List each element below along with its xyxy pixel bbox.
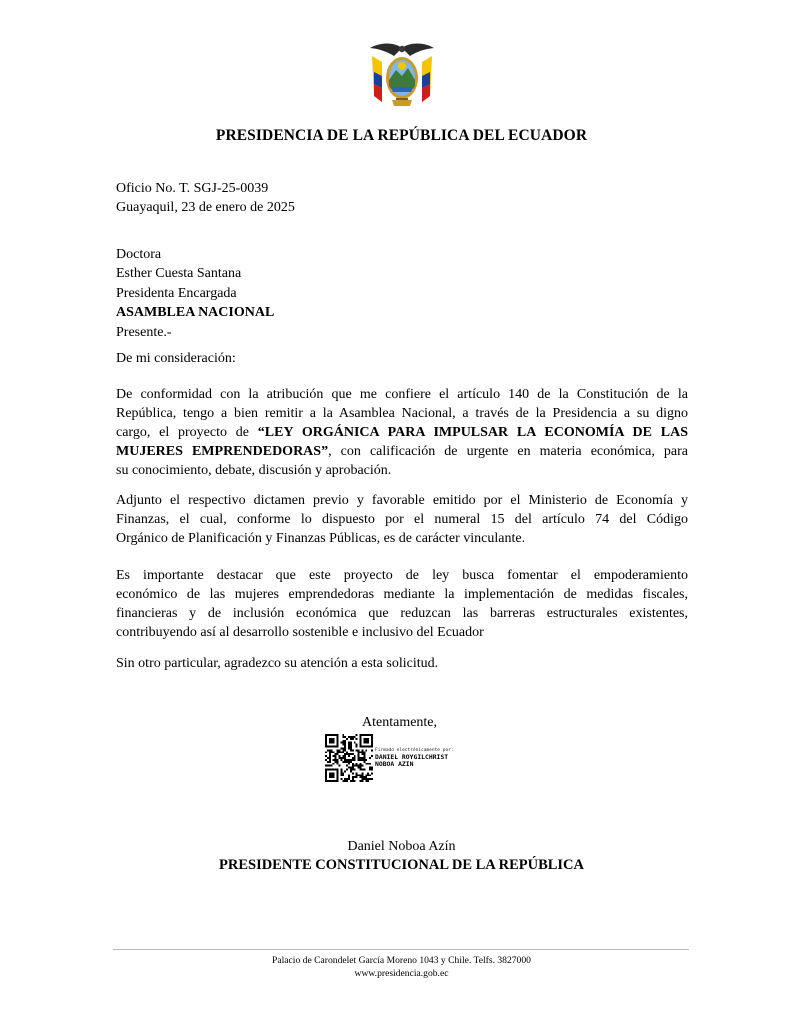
page-title: PRESIDENCIA DE LA REPÚBLICA DEL ECUADOR: [215, 127, 588, 144]
paragraph-1: [116, 385, 688, 480]
law-title-part-2: MUJERES EMPRENDEDORAS”: [116, 444, 329, 459]
qr-code-icon[interactable]: [325, 734, 373, 782]
paragraph-3-line-1: Es importante destacar que este proyecto de ley busca fomentar el empoderamiento: [116, 568, 688, 583]
ecuador-coat-of-arms-icon: [366, 40, 438, 108]
stamp-caption: Firmado electrónicamente por:: [375, 748, 454, 753]
signer-name: Daniel Noboa Azín: [347, 839, 456, 854]
office-number: Oficio No. T. SGJ-25-0039: [116, 181, 269, 196]
paragraph-1-line-2: República, tengo a bien remitir a la Asamblea Nacional, a través de la Presidencia a su digno: [116, 406, 688, 421]
footer-divider: [113, 949, 689, 950]
paragraph-3-line-3: financieras y de inclusión económica que reduzcan las barreras estructurales existentes,: [116, 606, 688, 621]
paragraph-2-line-2: Finanzas, el cual, conforme lo dispuesto por el numeral 15 del artículo 74 del Código: [116, 512, 688, 527]
paragraph-1-line-4-text: , con calificación de urgente en materia económica, para: [328, 444, 689, 459]
closing-line: [116, 654, 688, 673]
paragraph-3: [116, 566, 688, 642]
salutation-text: De mi consideración:: [116, 351, 236, 366]
recipient-presente: Presente.-: [116, 324, 172, 340]
recipient-institution: ASAMBLEA NACIONAL: [116, 305, 275, 321]
law-title-part-1: “LEY ORGÁNICA PARA IMPULSAR LA ECONOMÍA DE LAS: [257, 425, 688, 440]
paragraph-2-line-1: Adjunto el respectivo dictamen previo y favorable emitido por el Ministerio de Economía y: [116, 493, 688, 508]
stamp-name-line-2: NOBOA AZIN: [375, 760, 414, 768]
place-date: Guayaquil, 23 de enero de 2025: [116, 200, 295, 215]
closing-line-text: Sin otro particular, agradezco su atención a esta solicitud.: [116, 656, 439, 671]
signer-role: PRESIDENTE CONSTITUCIONAL DE LA REPÚBLICA: [219, 857, 584, 873]
footer-address: Palacio de Carondelet García Moreno 1043 y Chile. Telfs. 3827000: [272, 955, 531, 966]
reference-block: [116, 179, 688, 217]
paragraph-3-line-2: económico de las mujeres emprendedoras mediante la implementación de medidas fiscales,: [116, 587, 688, 602]
recipient-title: Doctora: [116, 247, 162, 262]
footer-website[interactable]: www.presidencia.gob.ec: [354, 968, 449, 979]
signer-block: [0, 838, 803, 874]
salutation: [116, 349, 688, 368]
recipient-position: Presidenta Encargada: [116, 285, 237, 301]
paragraph-2: [116, 491, 688, 548]
paragraph-1-line-5: su conocimiento, debate, discusión y aprobación.: [116, 463, 392, 478]
recipient-name: Esther Cuesta Santana: [116, 266, 242, 282]
paragraph-1-line-4: [116, 442, 688, 461]
paragraph-1-line-3: [116, 423, 688, 442]
paragraph-1-line-1: De conformidad con la atribución que me confiere el artículo 140 de la Constitución de la: [116, 387, 688, 402]
electronic-signature-stamp: [375, 747, 454, 768]
paragraph-3-line-4: contribuyendo así al desarrollo sostenible e inclusivo del Ecuador: [116, 625, 484, 640]
recipient-block: [116, 245, 688, 342]
stamp-name-line-1: DANIEL ROYGILCHRIST: [375, 753, 449, 761]
paragraph-1-line-3-text: cargo, el proyecto de: [116, 425, 258, 440]
regards: Atentamente,: [362, 715, 438, 730]
paragraph-2-line-3: Orgánico de Planificación y Finanzas Públicas, es de carácter vinculante.: [116, 531, 526, 546]
footer: [0, 954, 803, 980]
